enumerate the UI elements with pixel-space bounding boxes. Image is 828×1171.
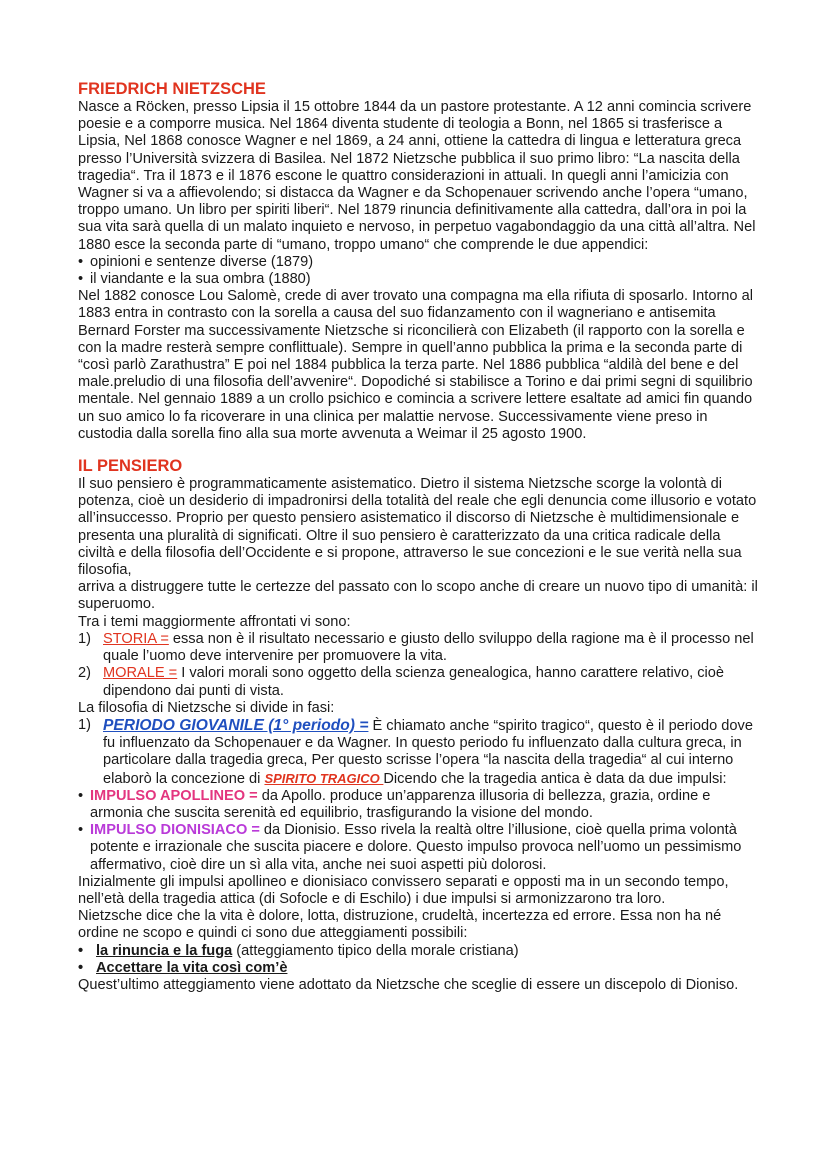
biography-paragraph-1: Nasce a Röcken, presso Lipsia il 15 ottobre 1844 da un pastore protestante. A 12 anni comincia scrivere poesie e a comporre musica. Nel 1864 diventa studente di teologia a Bonn, nel 1865 si trasferisce a Lipsia, Nel 1868 conosce Wagner e nel 1869, a 24 anni, ottiene la cattedra di lingua e letteratura greca presso l’Università svizzera di Basilea. Nel 1872 Nietzsche pubblica il suo primo libro: “La nascita della tragedia“. Tra il 1873 e il 1876 escone le quattro considerazioni in attuali. In quegli anni l’amicizia con Wagner si va a affievolendo; si distacca da Wagner e da Schopenauer scrivendo anche l’opera “umano, troppo umano. Un libro per spiriti liberi“. Nel 1879 rinuncia definitivamente alla cattedra, dall’ora in poi la sua vita sarà quella di un malato inquieto e nervoso, in perpetuo vagabondaggio da una città all’altra. Nel 1880 esce la seconda parte di “umano, troppo umano“ che comprende le due appendici: [78,99,756,253]
document-page [78,80,758,994]
phases-intro: La filosofia di Nietzsche si divide in fasi: [78,699,335,716]
appendix-text: il viandante e la sua ombra (1880) [90,271,311,288]
bullet-icon: • [78,942,84,959]
attitude-item-accettare [78,960,758,977]
phase-text-a: È chiamato anche “spirito tragico“, questo è il periodo dove fu influenzato da Schopenauer e da Wagner. In questo periodo fu influenzato dalla cultura greca, in particolare dalla tragedia greca, Per questo scrisse l’opera “la nascita della tragedia“ al cui interno elaborò la concezione di [103,717,753,787]
thought-paragraph-2: arriva a distruggere tutte le certezze del passato con lo scopo anche di creare un nuovo tipo di umanità: il superuomo. [78,579,758,613]
thought-paragraph-4: Nietzsche dice che la vita è dolore, lotta, distruzione, crudeltà, incertezza ed errore. Essa non ha né ordine ne scopo e quindi ci sono due atteggiamenti possibili: [78,908,722,942]
attitude-item-rinuncia [78,943,758,960]
section-title-nietzsche: FRIEDRICH NIETZSCHE [78,80,266,98]
attitude-label: la rinuncia e la fuga [96,942,233,959]
themes-intro: Tra i temi maggiormente affrontati vi sono: [78,613,351,630]
theme-body [103,631,758,665]
attitude-body [96,943,519,960]
impulse-body [90,788,758,822]
list-number: 1) [78,630,91,647]
list-number: 2) [78,665,91,682]
theme-label: MORALE = [103,665,178,682]
phase-body [103,717,758,788]
phase-item-giovanile [78,717,758,788]
bullet-icon: • [78,787,84,804]
bullet-icon: • [78,253,84,270]
bullet-icon: • [78,959,84,976]
attitude-text: (atteggiamento tipico della morale cristiana) [232,942,519,959]
appendix-item [78,271,758,288]
biography-paragraph-2: Nel 1882 conosce Lou Salomè, crede di aver trovato una compagna ma ella rifiuta di sposarlo. Intorno al 1883 entra in contrasto con la sorella a causa del suo fidanzamento con il wagneriano e antisemita Bernard Forster ma successivamente Nietzsche si riconcilierà con Elizabeth (il rapporto con la sorella e con la madre resterà sempre conflittuale). Sempre in quell’anno pubblica la prima e la seconda parte di “così parlò Zarathustra” E poi nel 1884 pubblica la terza parte. Nel 1886 pubblica “aldilà del bene e del male.preludio di una filosofia dell’avvenire“. Dopodiché si stabilisce a Torino e dai primi segni di squilibrio mentale. Nel gennaio 1889 a un crollo psichico e comincia a scrivere lettere esaltate ad amici fin quando un suo amico lo fa ricoverare in una clinica per malattie nervose. Successivamente viene preso in custodia dalla sorella fino alla sua morte avvenuta a Weimar il 25 agosto 1900. [78,288,753,442]
theme-item-storia [78,631,758,665]
impulse-item-dionisiaco [78,822,758,874]
section-title-pensiero: IL PENSIERO [78,457,183,476]
theme-text: I valori morali sono oggetto della scienza genealogica, hanno carattere relativo, cioè dipendono dai punti di vista. [103,665,724,699]
thought-paragraph-5: Quest’ultimo atteggiamento viene adottato da Nietzsche che sceglie di essere un discepolo di Dioniso. [78,976,739,993]
appendix-item [78,254,758,271]
theme-item-morale [78,665,758,699]
bullet-icon: • [78,271,84,288]
thought-paragraph-1: Il suo pensiero è programmaticamente asistematico. Dietro il sistema Nietzsche scorge la volontà di potenza, cioè un desiderio di impadronirsi della totalità del reale che egli denuncia come illusorio e votato all’insuccesso. Proprio per questo pensiero asistematico il discorso di Nietzsche è multidimensionale e presenta una pluralità di significati. Oltre il suo pensiero è caratterizzato da una critica radicale della civiltà e della filosofia dell’Occidente e si propone, attraverso le sue concezioni e le sue verità nella sua filosofia, [78,476,757,579]
phase-text-b: Dicendo che la tragedia antica è data da due impulsi: [383,770,727,787]
impulse-text: da Apollo. produce un’apparenza illusoria di bellezza, grazia, ordine e armonia che suscita serenità ed equilibrio, trasfigurando la visione del mondo. [90,787,711,821]
thought-paragraph-3: Inizialmente gli impulsi apollineo e dionisiaco convissero separati e opposti ma in un secondo tempo, nell’età della tragedia attica (di Sofocle e di Eschilo) i due impulsi si armonizzarono tra loro. [78,873,729,907]
appendix-text: opinioni e sentenze diverse (1879) [90,253,314,270]
impulse-text: da Dionisio. Esso rivela la realtà oltre l’illusione, cioè quella prima volontà potente e irrazionale che suscita piacere e dolore. Questo impulso provoca nell’uomo un pessimismo affermativo, cioè dire un sì alla vita, anche nei suoi aspetti più dolorosi. [90,822,742,873]
impulse-label: IMPULSO DIONISIACO = [90,822,260,839]
spirito-tragico-term: SPIRITO TRAGICO [264,770,384,786]
impulse-label: IMPULSO APOLLINEO = [90,787,258,804]
bullet-icon: • [78,822,84,839]
list-number: 1) [78,716,91,733]
theme-body [103,665,758,699]
impulse-body [90,822,758,874]
impulse-item-apollineo [78,788,758,822]
theme-label: STORIA = [103,630,169,647]
phase-label: PERIODO GIOVANILE (1° periodo) = [103,716,369,734]
theme-text: essa non è il risultato necessario e giusto dello sviluppo della ragione ma è il processo nel quale l’uomo deve intervenire per promuovere la vita. [103,630,754,665]
attitude-label: Accettare la vita così com’è [96,959,288,976]
